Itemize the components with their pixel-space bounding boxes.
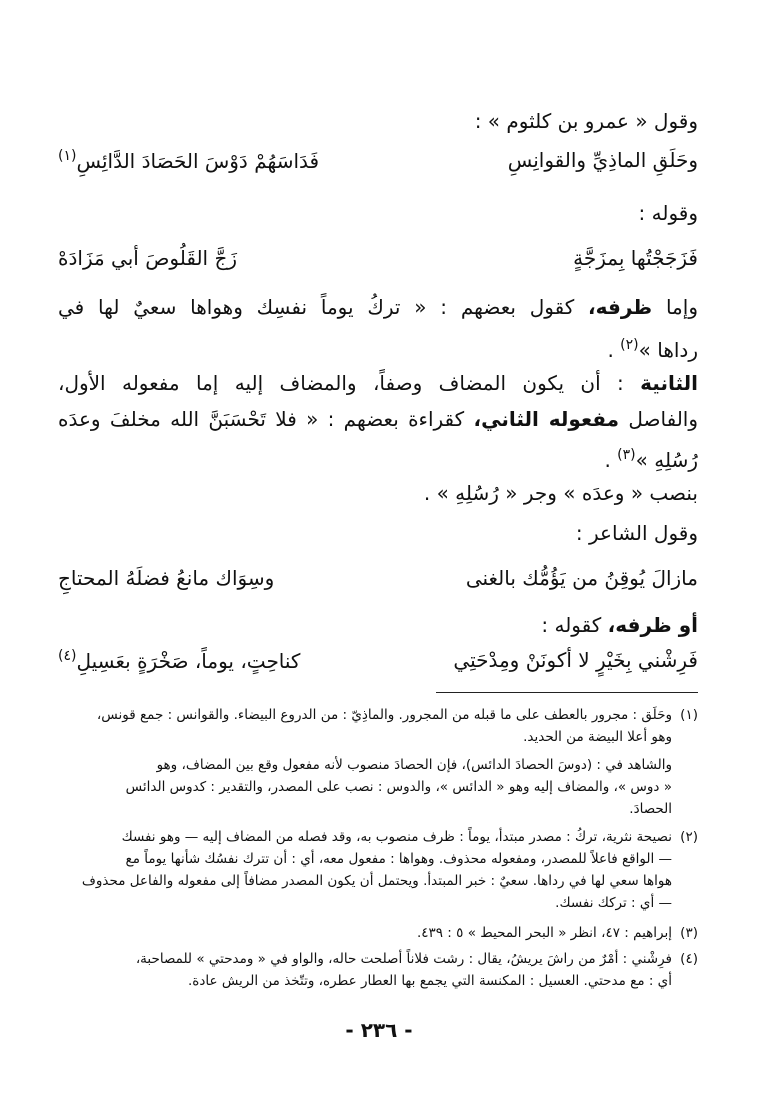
verse-amr bbox=[58, 148, 698, 182]
text-line-4: رداها »$^{(٢)}$ . bbox=[607, 337, 698, 362]
footnote-4-line-2: أي : مع مدحتي. العسيل : المكنسة التي يجمع بها العطار عطره، وتتّخذ من الريش عادة. bbox=[188, 973, 672, 989]
footnote-2-line-4: — أي : تركك نفسك. bbox=[555, 895, 672, 911]
text-line-10: أو ظرفه، كقوله : bbox=[541, 613, 698, 637]
verse-hemistich-first: فَرِشْني بِخَيْرٍ لا أكونَنْ ومِدْحَتِي bbox=[453, 648, 698, 672]
footnote-1-line-4: « دوس »، والمضاف إليه وهو « الدائس »، والدوس : نصب على المصدر، والتقدير : كدوس الدائس bbox=[125, 779, 672, 795]
footnote-1-line-2: وهو أعلا البيضة من الحديد. bbox=[523, 729, 672, 745]
footnote-3: (٣)إبراهيم : ٤٧، انظر « البحر المحيط » ٥ : ٤٣٩. bbox=[416, 925, 698, 941]
text-line-1: وقول « عمرو بن كلثوم » : bbox=[474, 109, 698, 133]
page-number: - ٢٣٦ - bbox=[345, 1018, 413, 1042]
footnote-1-line-1: (١)وحَلَق : مجرور بالعطف على ما قبله من المجرور. والماذِيّ : من الدروع البيضاء. والقوانس : جمع قونس، bbox=[96, 707, 698, 723]
verse-hemistich-second: زَجَّ القَلُوصَ أبي مَزَادَهْ bbox=[58, 246, 238, 270]
text-line-2: وقوله : bbox=[638, 201, 698, 225]
footnote-separator bbox=[436, 692, 698, 693]
footnote-2-line-3: هواها سعي لها في رداها. سعيٌ : خبر المبتدأ. ويحتمل أن يكون المصدر مضافاً إلى مفعوله والفاعل محذوف bbox=[81, 873, 672, 889]
verse-mazal bbox=[58, 566, 698, 600]
text-line-9: وقول الشاعر : bbox=[575, 521, 698, 545]
verse-hemistich-first: فَزَجَجْتُها بِمزَجَّةٍ bbox=[573, 246, 698, 270]
verse-hemistich-second: كناحِتٍ، يوماً، صَخْرَةٍ بعَسِيلِ$^{(٤)}$ bbox=[58, 648, 301, 673]
verse-zajj bbox=[58, 246, 698, 280]
verse-hemistich-second: فَدَاسَهُمْ دَوْسَ الحَصَادَ الدَّائِسِ$^{(١)}$ bbox=[58, 148, 320, 173]
verse-hemistich-first: وحَلَقِ الماذِيِّ والقوانِسِ bbox=[507, 148, 698, 172]
text-line-3: وإما ظرفه، كقول بعضهم : « تركُ يوماً نفسِك وهواها سعيٌ لها في bbox=[58, 295, 698, 319]
footnote-2-line-2: — الواقع فاعلاً للمصدر، ومفعوله محذوف. وهواها : مفعول معه، أي : أن تترك نفسُك شأنها يوماً مع bbox=[125, 851, 672, 867]
text-line-6: والفاصل مفعوله الثاني، كقراءة بعضهم : « فلا تَحْسَبَنَّ الله مخلفَ وعدَه bbox=[58, 407, 698, 431]
verse-farishni bbox=[58, 648, 698, 682]
footnote-1-line-3: والشاهد في : (دوسَ الحصادَ الدائس)، فإن الحصادَ منصوب لأنه مفعول وقع بين المضاف، وهو bbox=[156, 757, 672, 773]
text-line-8: بنصب « وعدَه » وجر « رُسُلِهِ » . bbox=[423, 481, 698, 505]
footnote-4-line-1: (٤)فرِشْني : أمْرٌ من راشَ يريشُ، يقال : رشت فلاناً أصلحت حاله، والواو في « ومدحتي » للمصاحبة، bbox=[135, 951, 698, 967]
text-line-5: الثانية : أن يكون المضاف وصفاً، والمضاف إليه إما مفعوله الأول، bbox=[58, 371, 698, 395]
verse-hemistich-second: وسِوَاك مانعُ فضلَهُ المحتاجِ bbox=[58, 566, 275, 590]
verse-hemistich-first: مازالَ يُوقِنُ من يَؤُمُّك بالغنى bbox=[465, 566, 698, 590]
text-line-7: رُسُلِهِ »$^{(٣)}$ . bbox=[604, 447, 698, 472]
footnote-2-line-1: (٢)نصيحة نثرية، تركُ : مصدر مبتدأ، يوماً : ظرف منصوب به، وقد فصله من المضاف إليه — وهو نفسك bbox=[121, 829, 698, 845]
footnote-1-line-5: الحصادَ. bbox=[629, 801, 672, 817]
